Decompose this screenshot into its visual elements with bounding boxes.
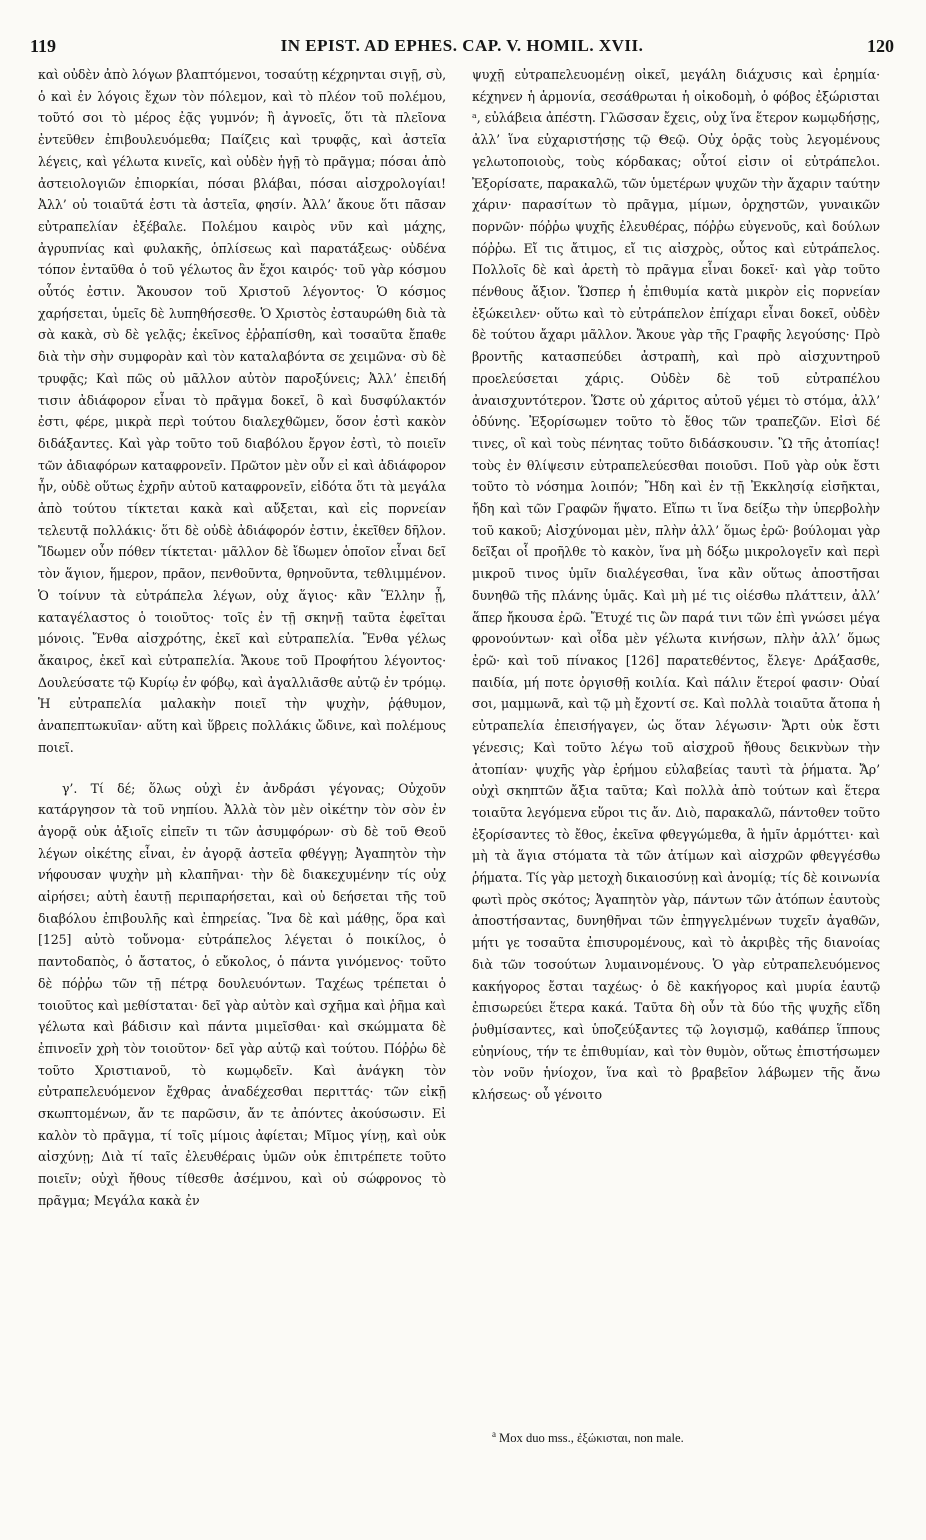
left-paragraph-1: καὶ οὐδὲν ἀπὸ λόγων βλαπτόμενοι, τοσαύτῃ κέχρηνται σιγῇ, σὺ, ὁ καὶ ἐν λόγοις ἔχων τὸν πόλεμον, καὶ τὸ πλέον τοῦ πολέμου, τοῦτό σοι τὸ μέρος ἐᾷς γυμνόν; ἢ ἀγνοεῖς, ὅτι τὰ πλεῖονα ἐντεῦθεν ἐπιβουλευόμεθα; Παίζεις καὶ τρυφᾷς, καὶ ἀστεῖα λέγεις, καὶ γέλωτα κινεῖς, καὶ οὐδὲν ἡγῇ τὸ πρᾶγμα; πόσαι ἀπὸ ἀστειολογιῶν ἐπιορκίαι, πόσαι βλάβαι, πόσαι αἰσχρολογίαι! Ἀλλ’ οὐ τοιαῦτά ἐστι τὰ ἀστεῖα, φησίν. Ἀλλ’ ἄκουε ὅτι πᾶσαν εὐτραπελίαν ἐξέβαλε. Πολέμου καιρὸς νῦν καὶ μάχης, ἀγρυπνίας καὶ φυλακῆς, ὁπλίσεως καὶ παρατάξεως· οὐδένα τόπον ἐνταῦθα ὁ τοῦ γέλωτος ἂν ἔχοι καιρός· τοῦ γὰρ κόσμου οὗτός ἐστιν. Ἄκουσον τοῦ Χριστοῦ λέγοντος· Ὁ κόσμος χαρήσεται, ὑμεῖς δὲ λυπηθήσεσθε. Ὁ Χριστὸς ἐσταυρώθη διὰ τὰ σὰ κακὰ, σὺ δὲ γελᾷς; ἐκεῖνος ἐῤῥαπίσθη, καὶ τοσαῦτα ἔπαθε διὰ τὴν σὴν συμφορὰν καὶ τὸν καταλαβόντα σε χειμῶνα· σὺ δὲ τρυφᾷς; Καὶ πῶς οὐ μᾶλλον αὐτὸν παροξύνεις; Ἀλλ’ ἐπειδή τισιν ἀδιάφορον εἶναι τὸ πρᾶγμα δοκεῖ, ὃ καὶ δυσφύλακτόν ἐστι, φέρε, μικρὰ περὶ τούτου διαλεχθῶμεν, ὅσον ἐστὶ κακὸν διδάξαντες. Καὶ γὰρ τοῦτο τοῦ διαβόλου ἔργον ἐστὶ, τὸ ποιεῖν τῶν ἀδιαφόρων καταφρονεῖν. Πρῶτον μὲν οὖν εἰ καὶ ἀδιάφορον ἦν, οὐδὲ οὕτως ἐχρῆν αὐτοῦ καταφρονεῖν, εἰδότα ὅτι τὰ μεγάλα ἀπὸ τούτου τίκτεται κακὰ καὶ αὔξεται, καὶ εἰς πορνείαν τελευτᾷ πολλάκις· ὅτι δὲ οὐδὲ ἀδιάφορόν ἐστιν, ἐκεῖθεν δῆλον. Ἴδωμεν οὖν πόθεν τίκτεται· μᾶλλον δὲ ἴδωμεν ὁποῖον εἶναι δεῖ τὸν ἅγιον, ἥμερον, πρᾶον, πενθοῦντα, θρηνοῦντα, τεθλιμμένον. Ὁ τοίνυν τὰ εὐτράπελα λέγων, οὐχ ἅγιος· κἂν Ἕλλην ᾖ, καταγέλαστος ὁ τοιοῦτος· τοῖς ἐν τῇ σκηνῇ ταῦτα ἐφεῖται μόνοις. Ἔνθα αἰσχρότης, ἐκεῖ καὶ εὐτραπελία. Ἔνθα γέλως ἄκαιρος, ἐκεῖ καὶ εὐτραπελία. Ἄκουε τοῦ Προφήτου λέγοντος· Δουλεύσατε τῷ Κυρίῳ ἐν φόβῳ, καὶ ἀγαλλιᾶσθε αὐτῷ ἐν τρόμῳ. Ἡ εὐτραπελία μαλακὴν ποιεῖ τὴν ψυχὴν, ῥᾴθυμον, ἀναπεπτωκυῖαν· αὕτη καὶ ὕβρεις πολλάκις ὤδινε, καὶ πολέμους ποιεῖ. [38,67,446,755]
page-header [30,36,894,60]
footnote-marker: a [492,1429,496,1439]
page-number-left: 119 [30,36,57,56]
footnote-text: Mox duo mss., ἐξώκισται, non male. [499,1431,684,1446]
footnote [492,1424,872,1448]
page-number-right: 120 [867,36,894,56]
left-paragraph-2: γ’. Τί δέ; ὅλως οὐχὶ ἐν ἀνδράσι γέγονας; Οὐχοῦν κατάργησον τὰ τοῦ νηπίου. Ἀλλὰ τὸν μὲν οἰκέτην τὸν σὸν ἐν ἀγορᾷ οὐκ ἀξιοῖς εἰπεῖν τι τῶν ἀσυμφόρων· σὺ δὲ τοῦ Θεοῦ λέγων οἰκέτης εἶναι, ἐν ἀγορᾷ ἀστεῖα φθέγγῃ; Ἀγαπητὸν τὴν νήφουσαν ψυχὴν μὴ κλαπῆναι· τὴν δὲ διακεχυμένην τίς οὐχ αἱρήσει; αὐτὴ ἑαυτῇ περιπαρήσεται, καὶ οὐ δεήσεται τῆς τοῦ διαβόλου ἐπιβουλῆς καὶ ἐπηρείας. Ἵνα δὲ καὶ μάθῃς, ὅρα καὶ [125] αὐτὸ τοὔνομα· εὐτράπελος λέγεται ὁ ποικίλος, ὁ παντοδαπὸς, ὁ ἄστατος, ὁ εὔκολος, ὁ πάντα γινόμενος· τοῦτο δὲ πόῤῥω τῶν τῇ πέτρᾳ δουλευόντων. Ταχέως τρέπεται ὁ τοιοῦτος καὶ μεθίσταται· δεῖ γὰρ αὐτὸν καὶ σχῆμα καὶ ῥῆμα καὶ γέλωτα καὶ βάδισιν καὶ πάντα μιμεῖσθαι· καὶ σκώμματα δὲ ἐπινοεῖν χρὴ τὸν τοιοῦτον· δεῖ γὰρ αὐτῷ καὶ τούτου. Πόῤῥω δὲ τοῦτο Χριστιανοῦ, τὸ κωμῳδεῖν. Καὶ ἀνάγκη τὸν εὐτραπελευόμενον ἔχθρας ἀναδέχεσθαι περιττάς· τῶν εἰκῇ σκωπτομένων, ἄν τε παρῶσιν, ἄν τε ἀπόντες ἀκούσωσιν. Εἰ καλὸν τὸ πρᾶγμα, τί τοῖς μίμοις ἀφίεται; Μῖμος γίνῃ, καὶ οὐκ αἰσχύνῃ; Διὰ τί ταῖς ἐλευθέραις ὑμῶν οὐκ ἐπιτρέπετε τοῦτο ποιεῖν; οὐχὶ ἤθους τίθεσθε ἀσέμνου, καὶ οὐ σώφρονος τὸ πρᾶγμα; Μεγάλα κακὰ ἐν [38,780,446,1208]
right-paragraph: ψυχῇ εὐτραπελευομένῃ οἰκεῖ, μεγάλη διάχυσις καὶ ἐρημία· κέχηνεν ἡ ἁρμονία, σεσάθρωται ἡ οἰκοδομὴ, ὁ φόβος ἐξώρισται ᵃ, εὐλάβεια ἀπέστη. Γλῶσσαν ἔχεις, οὐχ ἵνα ἕτερον κωμῳδήσῃς, ἀλλ’ ἵνα εὐχαριστήσῃς τῷ Θεῷ. Οὐχ ὁρᾷς τοὺς λεγομένους γελωτοποιοὺς, τοὺς κόρδακας; οὗτοί εἰσιν οἱ εὐτράπελοι. Ἐξορίσατε, παρακαλῶ, τῶν ὑμετέρων ψυχῶν τὴν ἄχαριν ταύτην χάριν· παρασίτων τὸ πρᾶγμα, μίμων, ὀρχηστῶν, γυναικῶν πορνῶν· πόῤῥω ψυχῆς ἐλευθέρας, πόῤῥω εὐγενοῦς, καὶ δούλων πόῤῥω. Εἴ τις ἄτιμος, εἴ τις αἰσχρὸς, οὗτος καὶ εὐτράπελος. Πολλοῖς δὲ καὶ ἀρετὴ τὸ πρᾶγμα εἶναι δοκεῖ· καὶ γὰρ τοῦτο πένθους ἄξιον. Ὥσπερ ἡ ἐπιθυμία κατὰ μικρὸν εἰς πορνείαν ἐξώκειλεν· οὕτω καὶ τὸ εὐτράπελον ἐπίχαρι εἶναι δοκεῖ, οὐδὲν δὲ τούτου ἄχαρι μᾶλλον. Ἄκουε γὰρ τῆς Γραφῆς λεγούσης· Πρὸ βροντῆς κατασπεύδει ἀστραπὴ, καὶ πρὸ αἰσχυντηροῦ προελεύσεται χάρις. Οὐδὲν δὲ τοῦ εὐτραπέλου ἀναισχυντότερον. Ὥστε οὐ χάριτος αὐτοῦ γέμει τὸ στόμα, ἀλλ’ ὀδύνης. Ἐξορίσωμεν τοῦτο τὸ ἔθος τῶν τραπεζῶν. Εἰσὶ δέ τινες, οἳ καὶ τοὺς πένητας τοῦτο διδάσκουσιν. Ὢ τῆς ἀτοπίας! τοὺς ἐν θλίψεσιν εὐτραπελεύεσθαι ποιοῦσι. Ποῦ γὰρ οὐκ ἔστι τοῦτο τὸ νόσημα λοιπόν; Ἤδη καὶ ἐν τῇ Ἐκκλησίᾳ εἰσῆκται, ἤδη καὶ τῶν Γραφῶν ἥψατο. Εἴπω τι ἵνα δείξω τὴν ὑπερβολὴν τοῦ κακοῦ; Αἰσχύνομαι μὲν, πλὴν ἀλλ’ ὅμως ἐρῶ· βούλομαι γὰρ δεῖξαι οἷ προῆλθε τὸ κακὸν, ἵνα μὴ δόξω μικρολογεῖν καὶ περὶ μικροῦ τινος ὑμῖν διαλέγεσθαι, ἵνα κἂν οὕτως ἀποστῆσαι δυνηθῶ τῆς πλάνης ὑμᾶς. Καὶ μὴ μέ τις οἰέσθω πλάττειν, ἀλλ’ ἅπερ ἤκουσα ἐρῶ. Ἔτυχέ τις ὢν παρά τινι τῶν ἐπὶ γνώσει μέγα φρονούντων· καὶ οἶδα μὲν γέλωτα κινήσων, πλὴν ἀλλ’ ὅμως ἐρῶ· καὶ τοῦ πίνακος [126] παρατεθέντος, ἔλεγε· Δράξασθε, παιδία, μή ποτε ὀργισθῇ κοιλία. Καὶ πάλιν ἕτεροί φασιν· Οὐαί σοι, μαμμωνᾶ, καὶ τῷ μὴ ἔχοντί σε. Καὶ πολλὰ τοιαῦτα ἄτοπα ἡ εὐτραπελία ἐπεισήγαγεν, ὡς ὅταν λέγωσιν· Ἄρτι οὐκ ἔστι γένεσις; Καὶ τοῦτο λέγω τοῦ αἰσχροῦ ἤθους δεικνὺων τὴν ἀτοπίαν· ψυχῆς γὰρ ἐρήμου εὐλαβείας ταυτὶ τὰ ῥήματα. Ἄρ’ οὐχὶ σκηπτῶν ἄξια ταῦτα; Καὶ πολλὰ ἀπὸ τούτων καὶ ἕτερα τοιαῦτα λεγόμενα εὕροι τις ἄν. Διὸ, παρακαλῶ, πάντοθεν τοῦτο ἐξορίσαντες τὸ ἔθος, ἐκεῖνα φθεγγώμεθα, ἃ ἡμῖν ἁρμόττει· καὶ μὴ τὰ ἅγια στόματα τὰ τῶν ἀτίμων καὶ αἰσχρῶν φθεγγέσθω ῥήματα. Τίς γὰρ μετοχὴ δικαιοσύνῃ καὶ ἀνομίᾳ; τίς δὲ κοινωνία φωτὶ πρὸς σκότος; Ἀγαπητὸν γὰρ, πάντων τῶν ἀτόπων ἑαυτοὺς ἀποστήσαντας, δυνηθῆναι τῶν ἐπηγγελμένων τυχεῖν ἀγαθῶν, μήτι γε τοσαῦτα ἐπισυρομένους, καὶ τὸ ἀκριβὲς τῆς διανοίας διὰ τῶν τοσούτων λυμαινομένους. Ὁ γὰρ εὐτραπελευόμενος κακήγορος ἔσται ταχέως· ὁ δὲ κακήγορος καὶ μυρία ἑαυτῷ ἐπισωρεύει ἕτερα κακά. Ταῦτα δὴ οὖν τὰ δύο τῆς ψυχῆς εἴδη ῥυθμίσαντες, καὶ ὑποζεύξαντες τῷ λογισμῷ, καθάπερ ἵππους εὐηνίους, τήν τε ἐπιθυμίαν, καὶ τὸν θυμὸν, οὕτως ἐπιστήσωμεν τὸν νοῦν ἡνίοχον, ἵνα καὶ τὸ βραβεῖον λάβωμεν τῆς ἄνω κλήσεως· οὗ γένοιτο [472,67,880,1103]
running-title: IN EPIST. AD EPHES. CAP. V. HOMIL. XVII. [280,36,644,55]
right-column [472,64,880,1404]
left-column [38,64,446,1464]
